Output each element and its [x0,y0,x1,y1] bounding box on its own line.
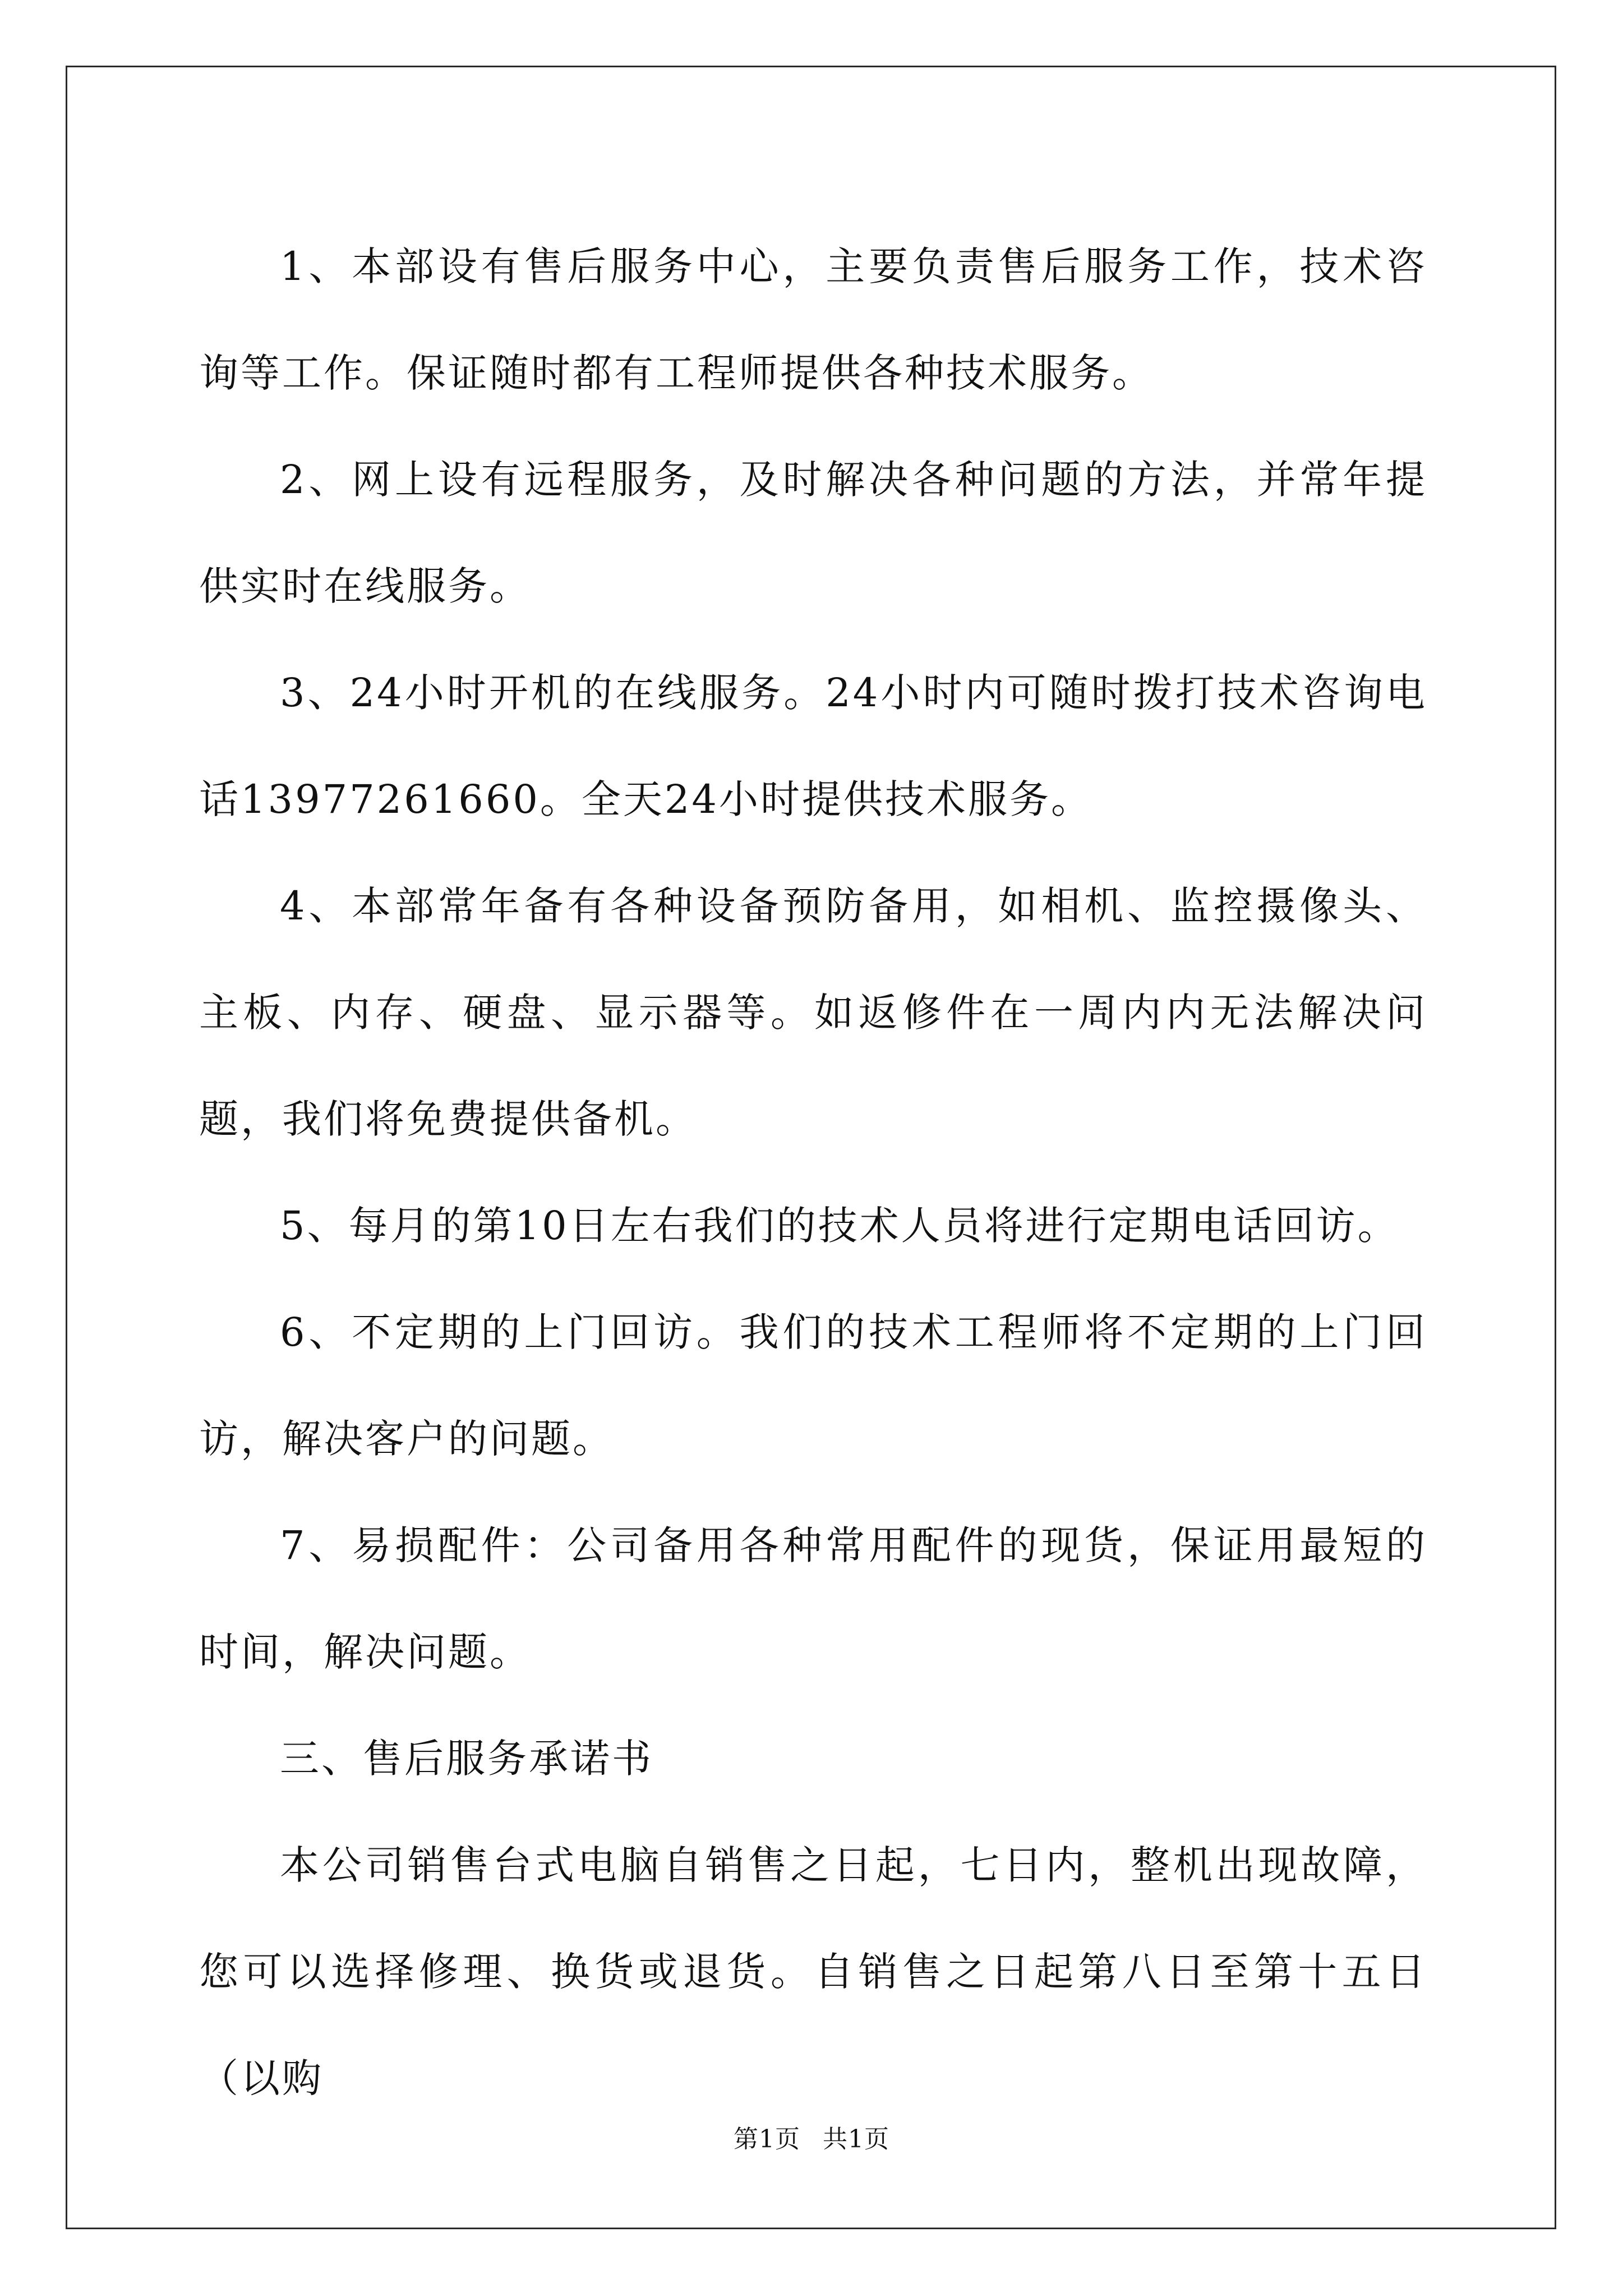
paragraph-4: 4、本部常年备有各种设备预防备用，如相机、监控摄像头、主板、内存、硬盘、显示器等。如返修件在一周内内无法解决问题，我们将免费提供备机。 [199,883,1427,1142]
page-footer [0,2123,1623,2156]
paragraph-7: 7、易损配件：公司备用各种常用配件的现货，保证用最短的时间，解决问题。 [199,1522,1427,1675]
paragraph-1: 1、本部设有售后服务中心，主要负责售后服务工作，技术咨询等工作。保证随时都有工程师提供各种技术服务。 [199,243,1427,396]
paragraph-5: 5、每月的第10日左右我们的技术人员将进行定期电话回访。 [280,1203,1399,1249]
section-heading: 三、售后服务承诺书 [280,1736,653,1782]
paragraph-8: 本公司销售台式电脑自销售之日起，七日内，整机出现故障，您可以选择修理、换货或退货。自销售之日起第八日至第十五日（以购 [199,1842,1427,2101]
page-total: 共1页 [823,2125,889,2154]
paragraph-2: 2、网上设有远程服务，及时解决各种问题的方法，并常年提供实时在线服务。 [199,457,1427,609]
paragraph-6: 6、不定期的上门回访。我们的技术工程师将不定期的上门回访，解决客户的问题。 [199,1309,1427,1462]
page-number: 第1页 [734,2125,800,2154]
paragraph-3: 3、24小时开机的在线服务。24小时内可随时拨打技术咨询电话13977261660。全天24小时提供技术服务。 [199,670,1427,822]
document-body [199,213,1427,2132]
